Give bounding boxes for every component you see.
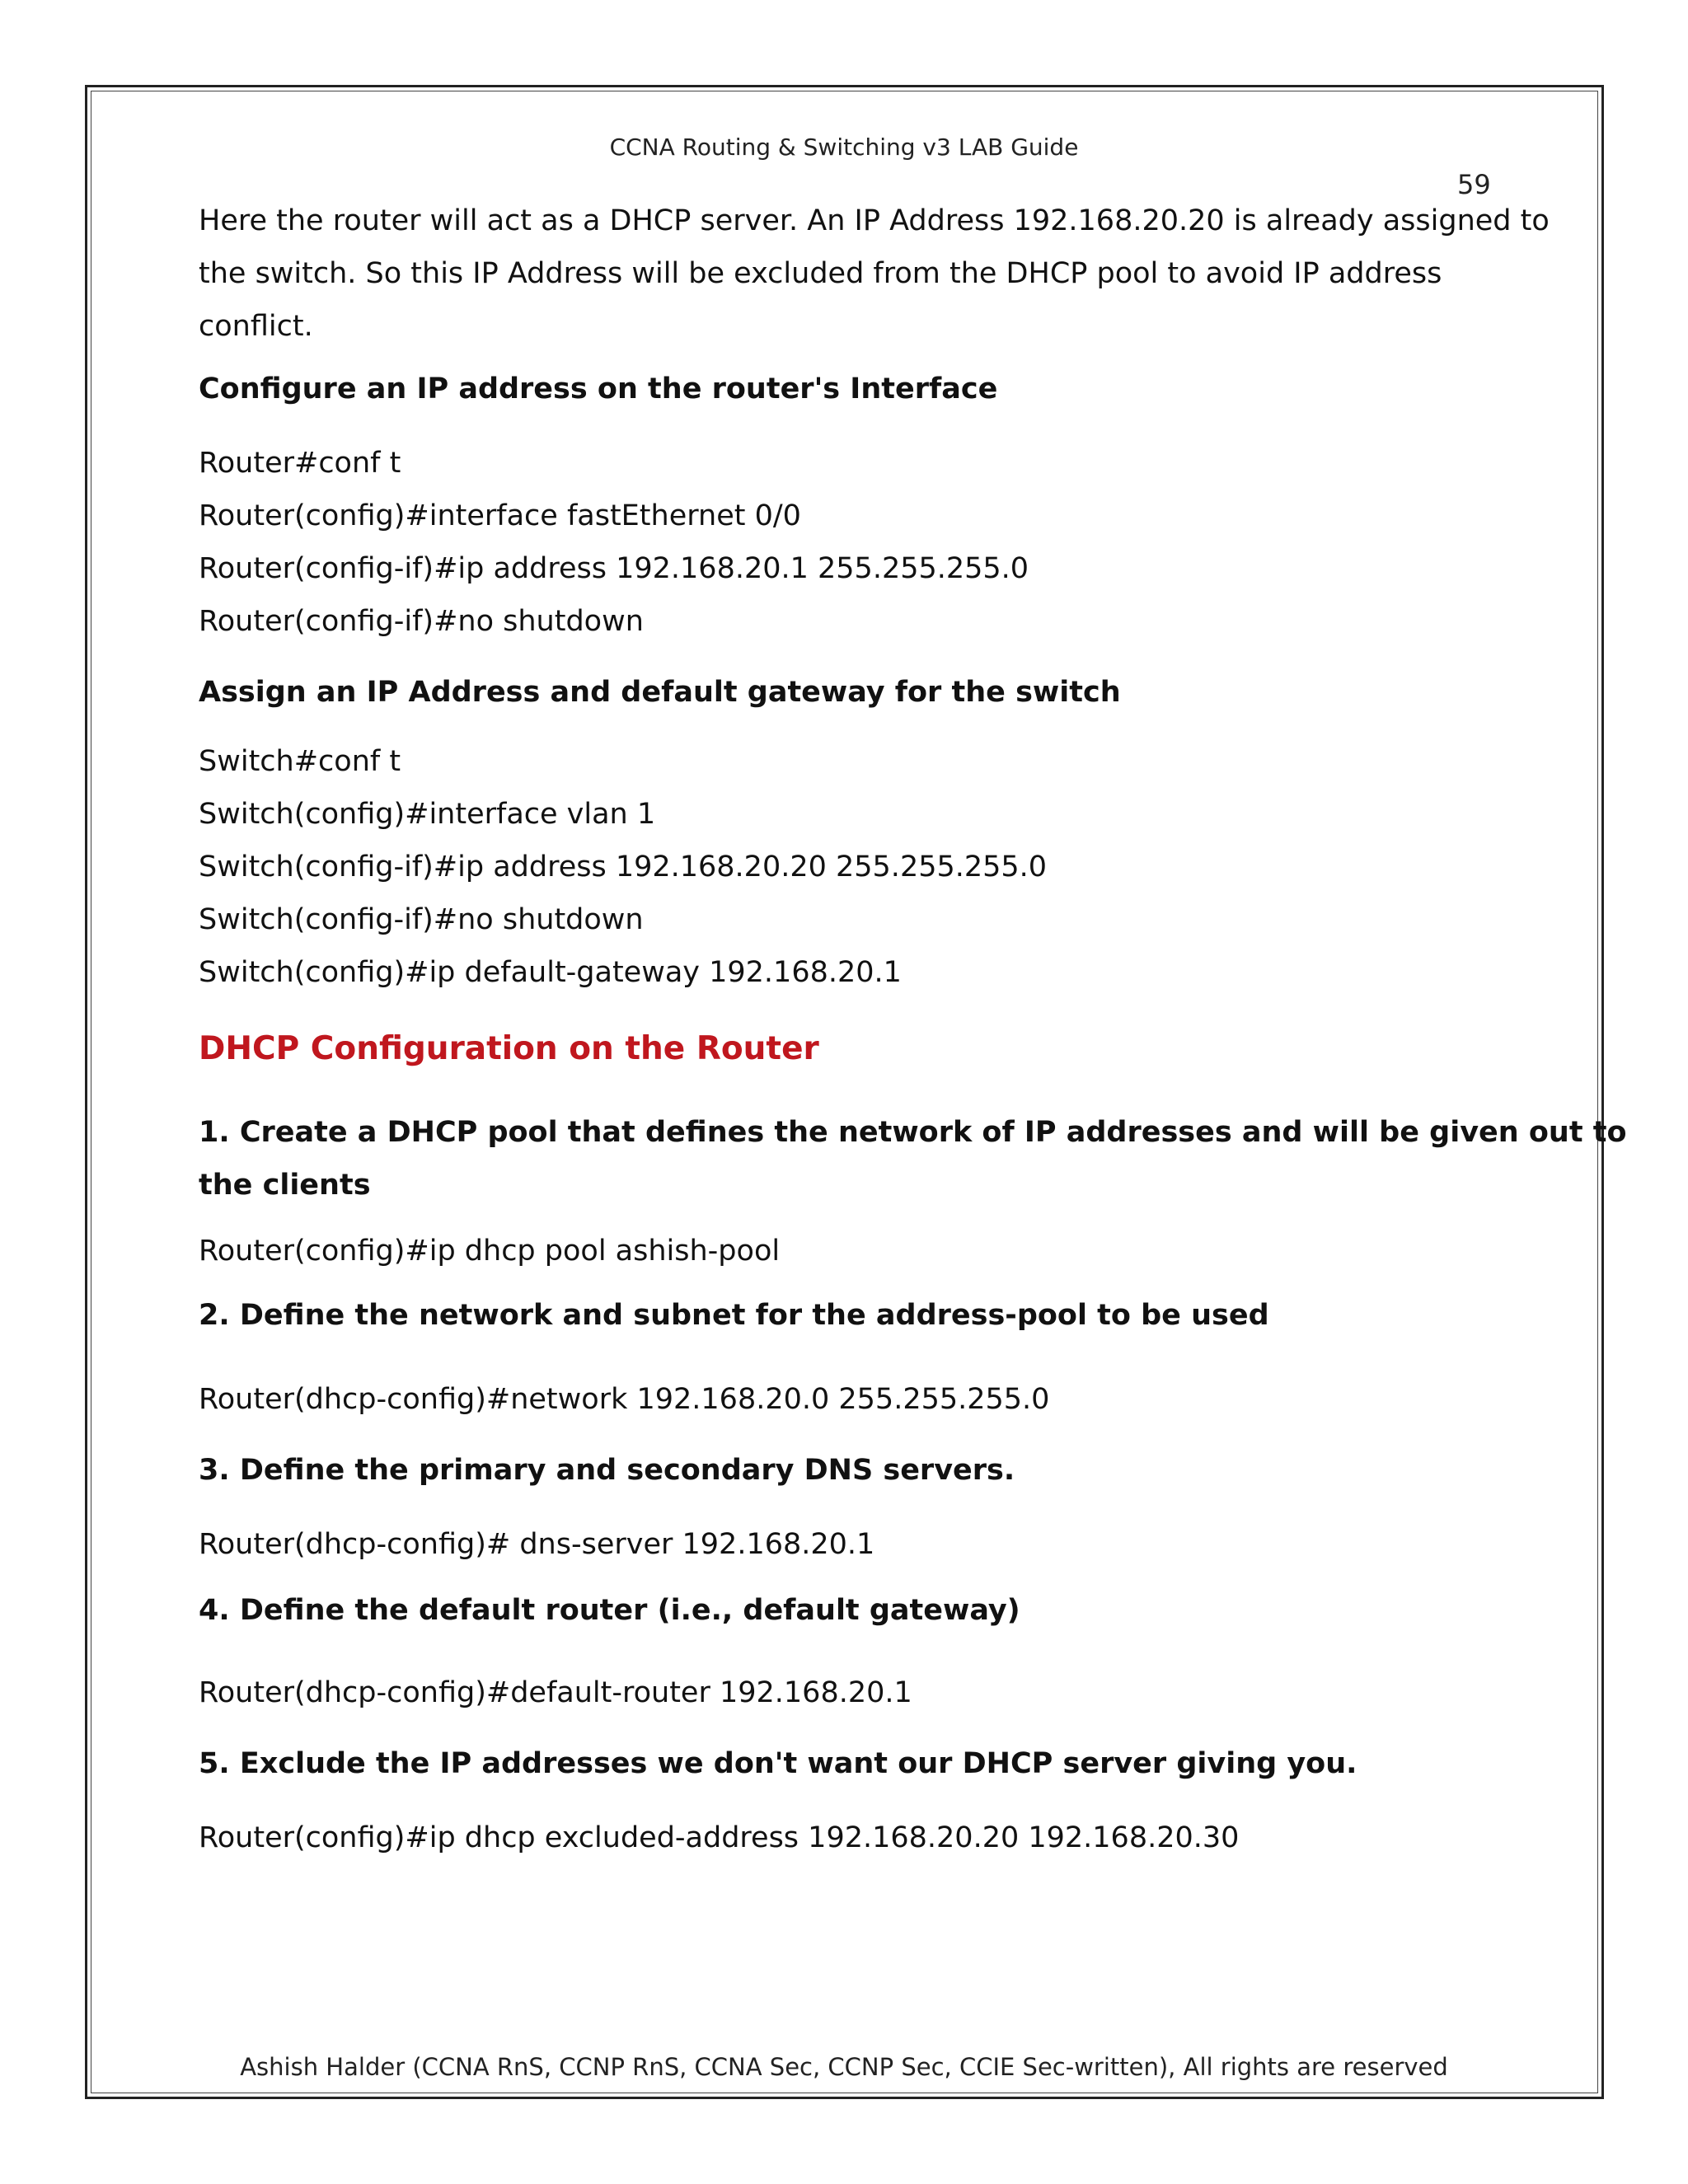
header-title: CCNA Routing & Switching v3 LAB Guide — [609, 134, 1079, 161]
step-2-heading: 2. Define the network and subnet for the address-pool to be used — [199, 1299, 1269, 1332]
router-cmd-2: Router(config)#interface fastEthernet 0/0 — [199, 499, 801, 532]
router-cmd-4: Router(config-if)#no shutdown — [199, 605, 644, 638]
step-1-heading-line-1: 1. Create a DHCP pool that defines the network of IP addresses and will be given out to — [199, 1116, 1627, 1149]
router-cmd-1: Router#conf t — [199, 447, 401, 480]
step-3-command: Router(dhcp-config)# dns-server 192.168.20.1 — [199, 1528, 875, 1561]
switch-cmd-1: Switch#conf t — [199, 745, 401, 778]
switch-cmd-4: Switch(config-if)#no shutdown — [199, 903, 644, 936]
step-2-command: Router(dhcp-config)#network 192.168.20.0 255.255.255.0 — [199, 1383, 1050, 1416]
step-5-command: Router(config)#ip dhcp excluded-address 192.168.20.20 192.168.20.30 — [199, 1821, 1240, 1854]
router-interface-heading: Configure an IP address on the router's Interface — [199, 373, 998, 405]
switch-cmd-2: Switch(config)#interface vlan 1 — [199, 798, 656, 831]
intro-line-3: conflict. — [199, 310, 313, 343]
switch-cmd-3: Switch(config-if)#ip address 192.168.20.20 255.255.255.0 — [199, 851, 1048, 883]
switch-cmd-5: Switch(config)#ip default-gateway 192.168.20.1 — [199, 956, 902, 989]
intro-line-2: the switch. So this IP Address will be excluded from the DHCP pool to avoid IP address — [199, 257, 1442, 290]
step-1-command: Router(config)#ip dhcp pool ashish-pool — [199, 1235, 781, 1268]
switch-heading: Assign an IP Address and default gateway for the switch — [199, 676, 1121, 709]
step-5-heading: 5. Exclude the IP addresses we don't want our DHCP server giving you. — [199, 1747, 1357, 1780]
footer-copyright: Ashish Halder (CCNA RnS, CCNP RnS, CCNA Sec, CCNP Sec, CCIE Sec-written), All rights are reserved — [240, 2053, 1448, 2081]
page-number: 59 — [1457, 169, 1491, 200]
step-4-heading: 4. Define the default router (i.e., default gateway) — [199, 1594, 1020, 1627]
intro-line-1: Here the router will act as a DHCP server. An IP Address 192.168.20.20 is already assigned to — [199, 204, 1550, 237]
step-3-heading: 3. Define the primary and secondary DNS servers. — [199, 1454, 1015, 1487]
step-4-command: Router(dhcp-config)#default-router 192.168.20.1 — [199, 1676, 912, 1709]
step-1-heading-line-2: the clients — [199, 1169, 371, 1202]
router-cmd-3: Router(config-if)#ip address 192.168.20.1 255.255.255.0 — [199, 552, 1029, 585]
dhcp-section-title: DHCP Configuration on the Router — [199, 1030, 819, 1067]
